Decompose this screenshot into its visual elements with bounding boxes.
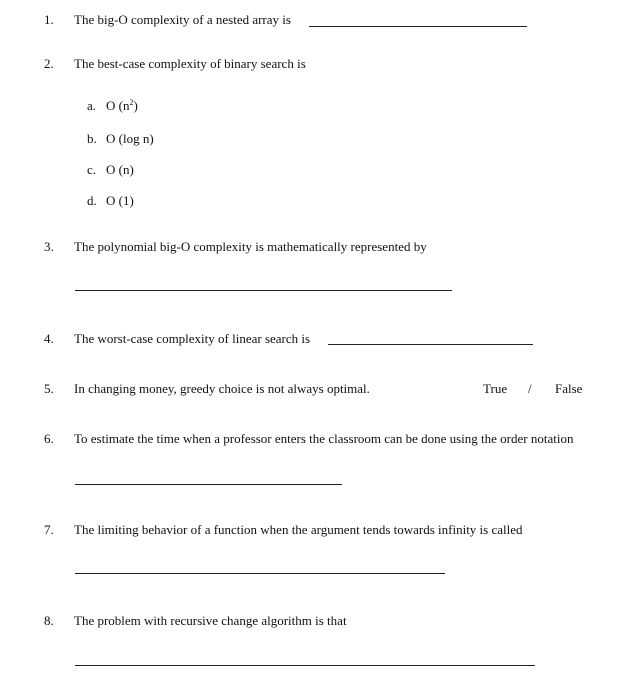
option-text: O (log n) xyxy=(106,131,154,146)
question-number: 3. xyxy=(44,239,54,254)
question-number: 7. xyxy=(44,522,54,537)
question-text: The polynomial big-O complexity is mathematically represented by xyxy=(74,239,427,254)
question-number: 8. xyxy=(44,613,54,628)
true-false-separator: / xyxy=(528,381,532,396)
question-text: The best-case complexity of binary search is xyxy=(74,56,306,71)
option-letter: c. xyxy=(87,162,97,177)
question-number: 4. xyxy=(44,331,54,346)
answer-blank[interactable] xyxy=(75,484,342,485)
answer-blank[interactable] xyxy=(328,344,533,345)
question-text: In changing money, greedy choice is not always optimal. xyxy=(74,381,370,396)
answer-blank[interactable] xyxy=(75,665,535,666)
question-number: 1. xyxy=(44,12,54,27)
answer-blank[interactable] xyxy=(75,290,452,291)
answer-blank[interactable] xyxy=(309,26,527,27)
question-text: The limiting behavior of a function when the argument tends towards infinity is called xyxy=(74,522,523,537)
option-letter: b. xyxy=(87,131,97,146)
option-text: O (1) xyxy=(106,193,134,208)
answer-blank[interactable] xyxy=(75,573,445,574)
option-letter: d. xyxy=(87,193,97,208)
question-text: To estimate the time when a professor enters the classroom can be done using the order notation xyxy=(74,431,574,446)
option-text: O (n) xyxy=(106,162,134,177)
question-number: 5. xyxy=(44,381,54,396)
question-text: The big-O complexity of a nested array is xyxy=(74,12,291,27)
question-text: The problem with recursive change algorithm is that xyxy=(74,613,347,628)
question-number: 2. xyxy=(44,56,54,71)
false-option[interactable]: False xyxy=(555,381,583,396)
question-text: The worst-case complexity of linear search is xyxy=(74,331,311,346)
option-letter: a. xyxy=(87,98,97,113)
option-text: O $(n^2)$ xyxy=(106,98,138,113)
true-option[interactable]: True xyxy=(483,381,508,396)
question-number: 6. xyxy=(44,431,54,446)
